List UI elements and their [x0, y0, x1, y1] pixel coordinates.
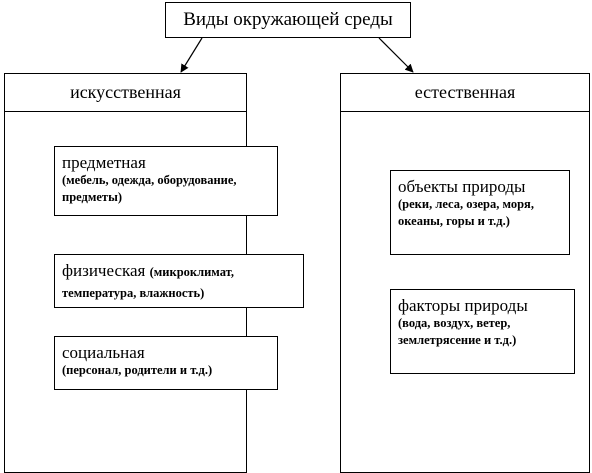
- item-social: [54, 336, 278, 390]
- arrow-root-to-natural: [379, 38, 413, 72]
- root-title: Виды окружающей среды: [183, 9, 393, 30]
- item-nature-objects: [390, 170, 570, 255]
- column-header-natural: [341, 74, 589, 112]
- item-nature-factors: [390, 289, 575, 374]
- column-natural: [340, 73, 590, 473]
- item-desc: (реки, леса, озера, моря, океаны, горы и т.д.): [398, 197, 534, 228]
- item-desc: (микроклимат, температура, влажность): [62, 265, 234, 300]
- item-objective: [54, 146, 278, 216]
- item-text: [62, 261, 297, 303]
- root-node: [165, 2, 411, 38]
- item-title: объекты природы: [398, 177, 526, 196]
- item-desc: (мебель, одежда, оборудование, предметы): [62, 173, 237, 204]
- item-title: физическая: [62, 261, 146, 280]
- item-title: социальная: [62, 343, 145, 362]
- item-physical: [54, 254, 304, 308]
- column-title: искусственная: [70, 82, 181, 102]
- item-desc: (вода, воздух, ветер, землетрясение и т.д.): [398, 316, 517, 347]
- arrow-root-to-artificial: [181, 38, 202, 72]
- item-title: предметная: [62, 153, 146, 172]
- item-desc: (персонал, родители и т.д.): [62, 363, 213, 377]
- column-header-artificial: [5, 74, 246, 112]
- item-title: факторы природы: [398, 296, 528, 315]
- column-title: естественная: [414, 82, 516, 102]
